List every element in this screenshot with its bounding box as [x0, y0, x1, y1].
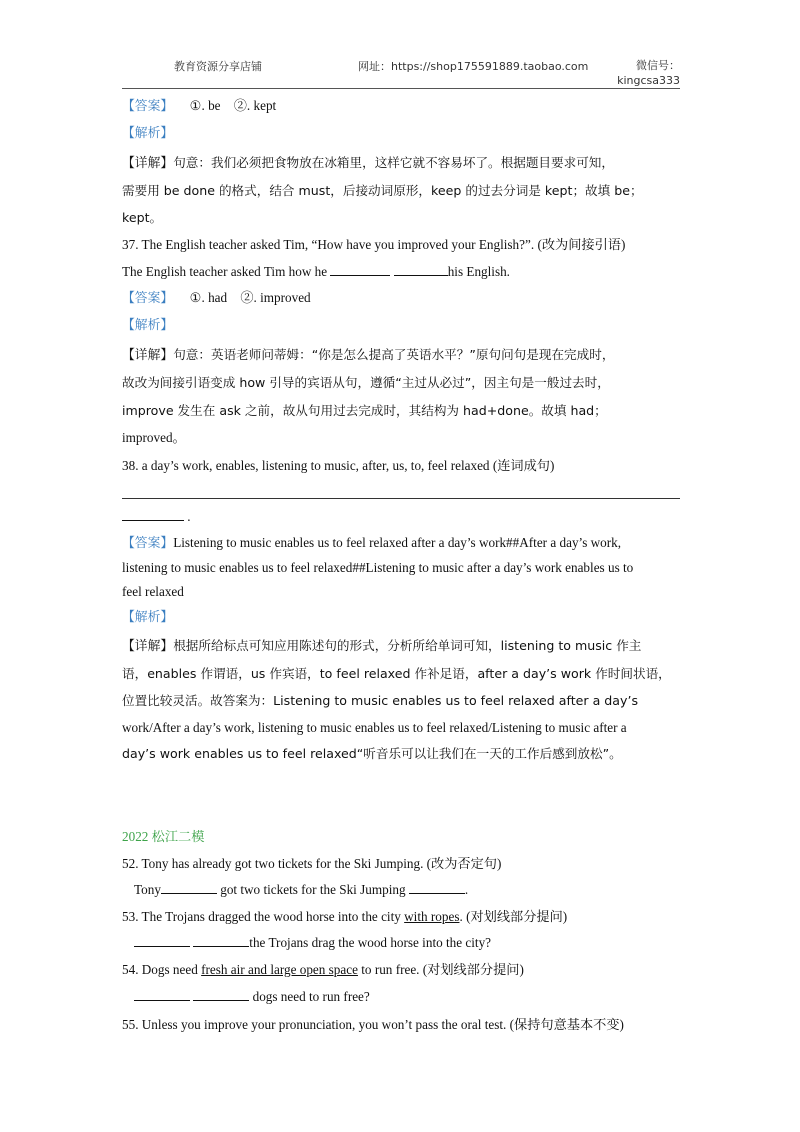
answer-blank[interactable] [193, 934, 249, 947]
q52-prompt: Tony got two tickets for the Ski Jumping . [134, 882, 469, 897]
q38-answer-line-2: listening to music enables us to feel relaxed##Listening to music after a day’s work enables us to [122, 560, 634, 575]
detail-label: 【详解】 [122, 639, 174, 654]
header-wechat-id: kingcsa333 [617, 74, 680, 87]
answer-label: 【答案】 [122, 99, 174, 114]
q37-answer [122, 289, 682, 308]
answer-label: 【答案】 [122, 291, 174, 306]
section-title: 2022 松江二模 [122, 829, 205, 844]
q36-detail-line-1: 【详解】句意：我们必须把食物放在冰箱里，这样它就不容易坏了。根据题目要求可知， [122, 155, 614, 171]
q36-detail-line-2: 需要用 be done 的格式，结合 must，后接动词原形，keep 的过去分词是 kept；故填 be； [122, 183, 643, 198]
q36-answer [122, 97, 682, 116]
header-url[interactable]: 网址：https://shop175591889.taobao.com [358, 60, 589, 73]
underlined-part: fresh air and large open space [201, 962, 358, 977]
answer-blank[interactable] [409, 881, 465, 894]
answer-blank[interactable] [394, 263, 448, 276]
q37-detail-line-4: improved。 [122, 430, 186, 445]
q37-question: 37. The English teacher asked Tim, “How have you improved your English?”. (改为间接引语) [122, 237, 626, 252]
detail-label: 【详解】 [122, 156, 174, 171]
answer-blank[interactable] [134, 934, 190, 947]
underlined-part: with ropes [404, 909, 460, 924]
q54-prompt: dogs need to run free? [134, 988, 694, 1006]
q38-detail-line-4: work/After a day’s work, listening to music enables us to feel relaxed/Listening to music after a [122, 720, 627, 735]
answer-blank[interactable] [134, 988, 190, 1001]
q37-analysis-label: 【解析】 [122, 318, 174, 333]
q53-question: 53. The Trojans dragged the wood horse into the city with ropes. (对划线部分提问) [122, 909, 568, 924]
q52-question: 52. Tony has already got two tickets for the Ski Jumping. (改为否定句) [122, 856, 502, 871]
answer-blank[interactable] [122, 508, 184, 521]
q38-question: 38. a day’s work, enables, listening to music, after, us, to, feel relaxed (连词成句) [122, 458, 555, 473]
q53-prompt: the Trojans drag the wood horse into the city? [134, 934, 694, 952]
q55-question: 55. Unless you improve your pronunciation, you won’t pass the oral test. (保持句意基本不变) [122, 1017, 624, 1032]
q38-detail-line-3: 位置比较灵活。故答案为：Listening to music enables us to feel relaxed after a day’s [122, 693, 639, 708]
q36-answer-text: ①. be ②. kept [189, 98, 277, 113]
q38-answer-line-3: feel relaxed [122, 584, 184, 599]
q54-question: 54. Dogs need fresh air and large open space to run free. (对划线部分提问) [122, 962, 524, 977]
header-wechat-label: 微信号： [636, 59, 680, 72]
q38-answer-tail: . [122, 508, 682, 526]
answer-label: 【答案】 [122, 536, 174, 551]
q37-detail-line-3: improve 发生在 ask 之前，故从句用过去完成时，其结构为 had+done。故填 had； [122, 403, 607, 418]
answer-line[interactable] [122, 498, 680, 499]
q38-detail-line-1: 【详解】根据所给标点可知应用陈述句的形式，分析所给单词可知，listening to music 作主 [122, 638, 642, 654]
q38-answer-line-1: 【答案】Listening to music enables us to feel relaxed after a day’s work##After a day’s work, [122, 535, 622, 551]
header-shop-name: 教育资源分享店铺 [174, 60, 262, 73]
q37-prompt: The English teacher asked Tim how he his English. [122, 264, 510, 279]
detail-label: 【详解】 [122, 348, 174, 363]
q36-analysis-label: 【解析】 [122, 126, 174, 141]
answer-blank[interactable] [330, 263, 390, 276]
q36-detail-line-3: kept。 [122, 210, 163, 225]
q37-detail-line-1: 【详解】句意：英语老师问蒂姆：“你是怎么提高了英语水平？”原句问句是现在完成时， [122, 347, 615, 363]
q38-detail-line-5: day’s work enables us to feel relaxed“听音乐可以让我们在一天的工作后感到放松”。 [122, 746, 622, 761]
q37-answer-text: ①. had ②. improved [189, 290, 311, 305]
q38-analysis-label: 【解析】 [122, 610, 174, 625]
page-header [122, 58, 680, 90]
answer-blank[interactable] [161, 881, 217, 894]
header-wechat [617, 58, 680, 88]
header-divider [122, 88, 680, 89]
q38-detail-line-2: 语，enables 作谓语，us 作宾语，to feel relaxed 作补足语，after a day’s work 作时间状语， [122, 666, 671, 681]
answer-blank[interactable] [193, 988, 249, 1001]
q37-detail-line-2: 故改为间接引语变成 how 引导的宾语从句，遵循“主过从必过”，因主句是一般过去时， [122, 375, 610, 390]
